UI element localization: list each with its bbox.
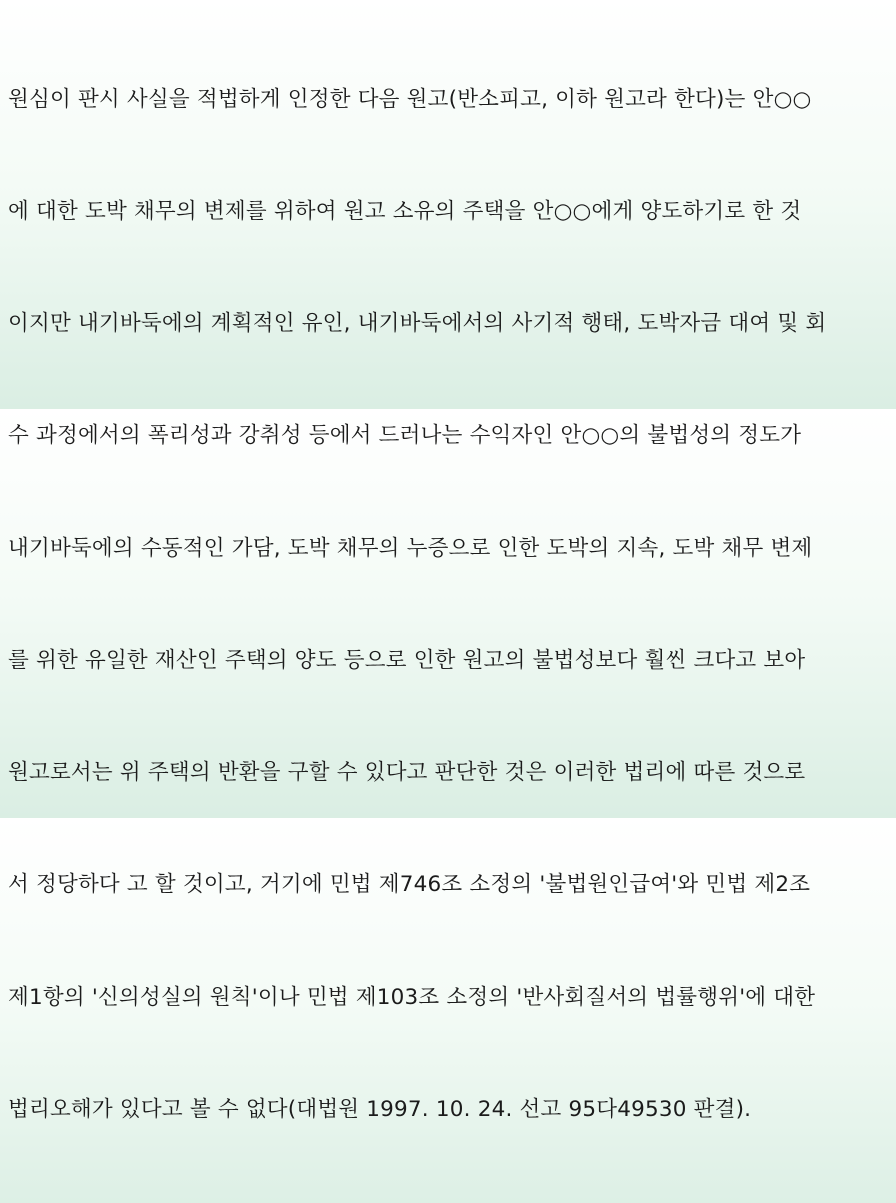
text-line: 원고로서는 위 주택의 반환을 구할 수 있다고 판단한 것은 이러한 법리에 따른 것으로: [8, 760, 806, 786]
text-line: 제1항의 '신의성실의 원칙'이나 민법 제103조 소정의 '반사회질서의 법률행위'에 대한: [8, 984, 816, 1010]
text-line: 원심이 판시 사실을 적법하게 인정한 다음 원고(반소피고, 이하 원고라 한다)는 안○○: [8, 86, 812, 112]
text-line: 를 위한 유일한 재산인 주택의 양도 등으로 인한 원고의 불법성보다 훨씬 크다고 보아: [8, 647, 806, 673]
text-line: 이지만 내기바둑에의 계획적인 유인, 내기바둑에서의 사기적 행태, 도박자금 대여 및 회: [8, 311, 827, 337]
text-line: 내기바둑에의 수동적인 가담, 도박 채무의 누증으로 인한 도박의 지속, 도박 채무 변제: [8, 535, 813, 561]
text-line: 에 대한 도박 채무의 변제를 위하여 원고 소유의 주택을 안○○에게 양도하기로 한 것: [8, 199, 802, 225]
text-line: 법리오해가 있다고 볼 수 없다(대법원 1997. 10. 24. 선고 95다49530 판결).: [8, 1096, 752, 1122]
judgment-paragraph: [8, 6, 886, 1203]
text-line: 수 과정에서의 폭리성과 강취성 등에서 드러나는 수익자인 안○○의 불법성의 정도가: [8, 423, 802, 449]
text-line: 서 정당하다 고 할 것이고, 거기에 민법 제746조 소정의 '불법원인급여'와 민법 제2조: [8, 872, 811, 898]
